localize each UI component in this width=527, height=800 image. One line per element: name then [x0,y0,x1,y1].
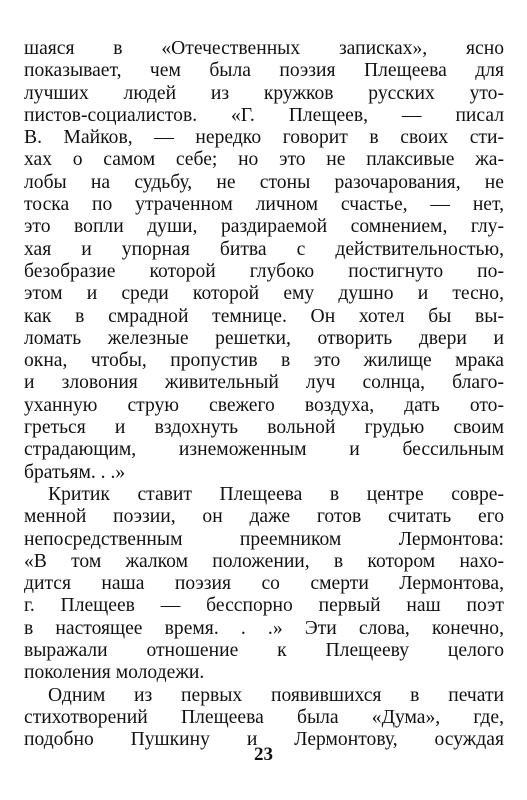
text-line: окна, чтобы, пропустив в это жилище мрака [24,350,504,372]
text-line: хах о самом себе; но это не плаксивые жа- [24,149,504,171]
paragraph-start-line: Критик ставит Плещеева в центре совре- [48,483,504,505]
text-line: показывает, чем была поэзия Плещеева для [24,60,504,82]
text-line: пистов-социалистов. «Г. Плещеев, — писал [24,104,504,126]
text-line: это вопли души, раздираемой сомнением, глу- [24,216,504,238]
text-line: дится наша поэзия со смерти Лермонтова, [24,573,504,595]
text-line: менной поэзии, он даже готов считать его [24,506,504,528]
text-line: уханную струю свежего воздуха, дать ото- [24,394,504,416]
text-line: и зловония живительный луч солнца, благо- [24,372,504,394]
paragraph-start-line: Одним из первых появившихся в печати [48,684,504,706]
text-line: поколения молодежи. [24,662,205,684]
text-line: лучших людей из кружков русских уто- [24,82,504,104]
text-line: стихотворений Плещеева была «Дума», где, [24,706,504,728]
text-line: шаяся в «Отечественных записках», ясно [24,38,504,59]
text-line: хая и упорная битва с действительностью, [24,238,504,260]
text-line: как в смрадной темнице. Он хотел бы вы- [24,305,504,327]
text-line: г. Плещеев — бесспорно первый наш поэт [24,595,504,617]
text-line: братьям. . .» [24,461,126,483]
text-line: лобы на судьбу, не стоны разочарования, не [24,171,504,193]
text-line: безобразие которой глубоко постигнуто по- [24,260,504,282]
text-line: В. Майков, — нередко говорит в своих сти- [24,127,504,149]
text-line: ломать железные решетки, отворить двери и [24,327,504,349]
text-line: этом и среди которой ему душно и тесно, [24,283,504,305]
text-line: подобно Пушкину и Лермонтову, осуждая [24,729,504,751]
text-line: греться и вздохнуть вольной грудью своим [24,417,504,439]
text-line: страдающим, изнеможенным и бессильным [24,439,504,461]
text-line: непосредственным преемником Лермонтова: [24,528,504,550]
text-line: тоска по утраченном личном счастье, — нет, [24,194,504,216]
text-line: в настоящее время. . .» Эти слова, конечно, [24,617,504,639]
body-text [24,38,504,752]
text-line: выражали отношение к Плещееву целого [24,640,504,662]
page-number: 23 [254,744,273,765]
text-line: «В том жалком положении, в котором нахо- [24,550,504,572]
